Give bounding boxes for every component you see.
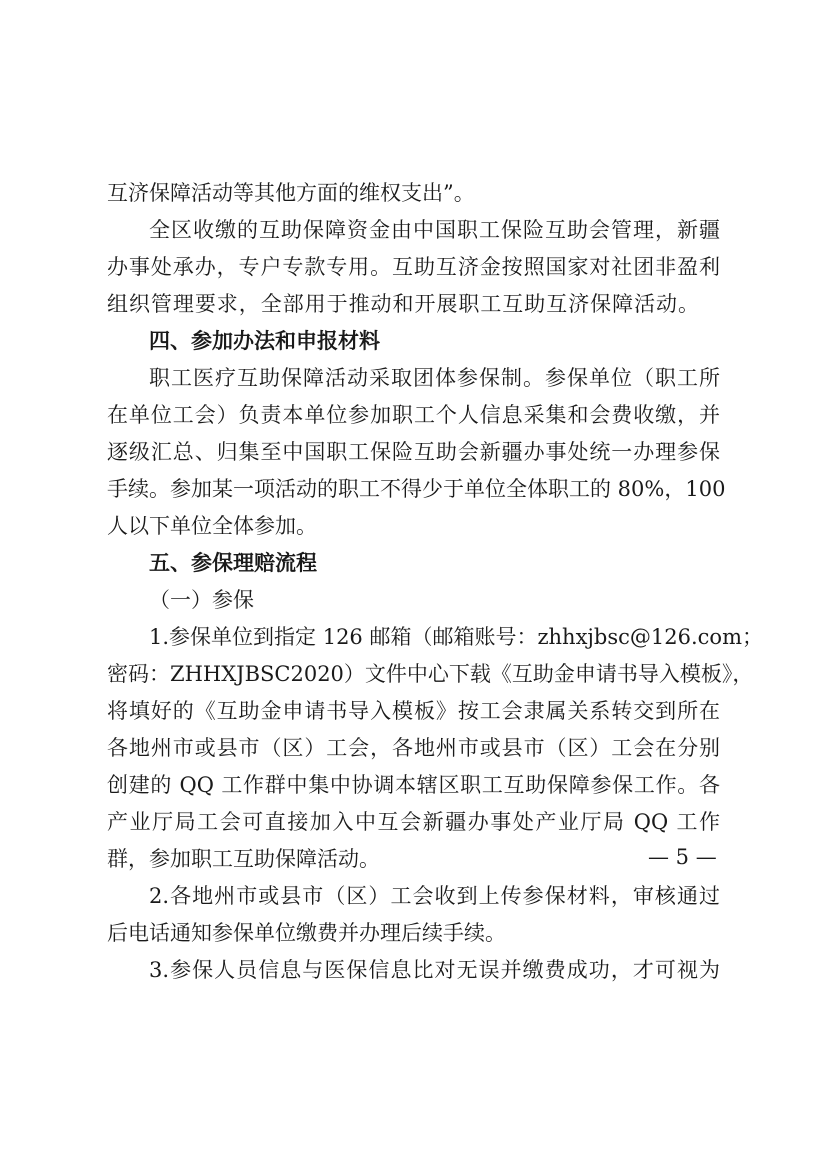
text-line: 职工医疗互助保障活动采取团体参保制。参保单位（职工所 xyxy=(149,366,720,390)
text-line: 1.参保单位到指定 126 邮箱（邮箱账号：zhhxjbsc@126.com； xyxy=(149,625,763,649)
section-heading: 五、参保理赔流程 xyxy=(149,551,317,575)
text-line: 密码：ZHHXJBSC2020）文件中心下载《互助金申请书导入模板》， xyxy=(107,662,754,686)
section-heading: 四、参加办法和申报材料 xyxy=(149,329,380,353)
text-line: 3.参保人员信息与医保信息比对无误并缴费成功，才可视为 xyxy=(149,958,720,982)
text-line: 全区收缴的互助保障资金由中国职工保险互助会管理，新疆 xyxy=(149,218,720,242)
text-line: 各地州市或县市（区）工会，各地州市或县市（区）工会在分别 xyxy=(107,736,720,760)
subsection-heading: （一）参保 xyxy=(149,588,254,612)
text-line: 逐级汇总、归集至中国职工保险互助会新疆办事处统一办理参保 xyxy=(107,440,720,464)
text-line: 创建的 QQ 工作群中集中协调本辖区职工互助保障参保工作。各 xyxy=(107,773,720,797)
text-line: 组织管理要求，全部用于推动和开展职工互助互济保障活动。 xyxy=(107,292,699,316)
text-line: 2.各地州市或县市（区）工会收到上传参保材料，审核通过 xyxy=(149,884,720,908)
text-line: 在单位工会）负责本单位参加职工个人信息采集和会费收缴，并 xyxy=(107,403,720,427)
text-line: 人以下单位全体参加。 xyxy=(107,514,317,538)
text-line: 后电话通知参保单位缴费并办理后续手续。 xyxy=(107,921,506,945)
page-number: — 5 — xyxy=(648,845,717,869)
text-line: 手续。参加某一项活动的职工不得少于单位全体职工的 80%，100 xyxy=(107,477,726,501)
text-line: 将填好的《互助金申请书导入模板》按工会隶属关系转交到所在 xyxy=(107,699,720,723)
text-line: 产业厅局工会可直接加入中互会新疆办事处产业厅局 QQ 工作 xyxy=(107,810,720,834)
text-line: 互济保障活动等其他方面的维权支出”。 xyxy=(107,181,475,205)
text-line: 群，参加职工互助保障活动。 xyxy=(107,847,380,871)
text-line: 办事处承办，专户专款专用。互助互济金按照国家对社团非盈利 xyxy=(107,255,720,279)
